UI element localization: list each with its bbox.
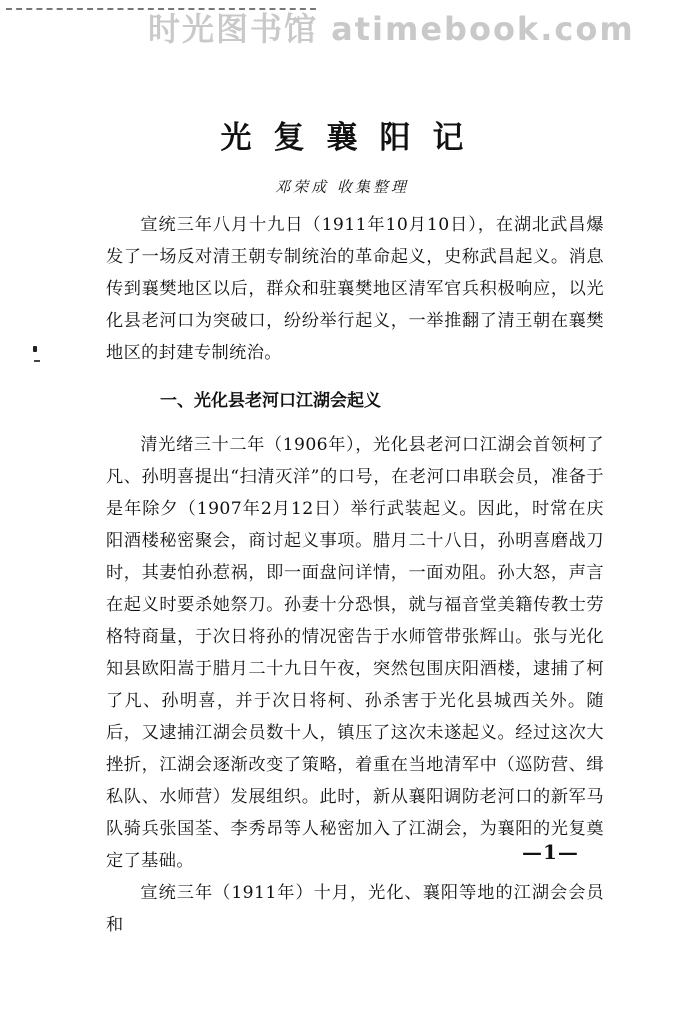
margin-ink-mark: [32, 346, 38, 366]
ink-tick: [34, 360, 40, 362]
section-heading: 一、光化县老河口江湖会起义: [160, 391, 381, 411]
article-byline: 邓荣成 收集整理: [275, 178, 409, 196]
section-paragraph: 清光绪三十二年（1906年），光化县老河口江湖会首领柯了凡、孙明喜提出“扫清灭洋”的口号，在老河口串联会员，准备于是年除夕（1907年2月12日）举行武装起义。因此，时常在庆阳酒楼秘密聚会，商讨起义事项。腊月二十八日，孙明喜磨战刀时，其妻怕孙惹祸，即一面盘问详情，一面劝阻。孙大怒，声言在起义时要杀她祭刀。孙妻十分恐惧，就与福音堂美籍传教士劳格特商量，于次日将孙的情况密告于水师管带张辉山。张与光化知县欧阳嵩于腊月二十九日午夜，突然包围庆阳酒楼，逮捕了柯了凡、孙明喜，并于次日将柯、孙杀害于光化县城西关外。随后，又逮捕江湖会员数十人，镇压了这次未遂起义。经过这次大挫折，江湖会逐渐改变了策略，着重在当地清军中（巡防营、缉私队、水师营）发展组织。此时，新从襄阳调防老河口的新军马队骑兵张国荃、李秀昂等人秘密加入了江湖会，为襄阳的光复奠定了基础。: [106, 435, 604, 871]
section-paragraph: 宣统三年（1911年）十月，光化、襄阳等地的江湖会会员和: [106, 883, 604, 935]
watermark-text: 时光图书馆 atimebook.com: [148, 10, 635, 48]
intro-paragraph: 宣统三年八月十九日（1911年10月10日），在湖北武昌爆发了一场反对清王朝专制统治的革命起义，史称武昌起义。消息传到襄樊地区以后，群众和驻襄樊地区清军官兵积极响应，以光化县老河口为突破口，纷纷举行起义，一举推翻了清王朝在襄樊地区的封建专制统治。: [106, 215, 604, 363]
article-title: 光复襄阳记: [220, 120, 486, 156]
ink-dot: [33, 346, 37, 352]
page-number: —1—: [522, 840, 579, 864]
article-body: [106, 209, 604, 941]
